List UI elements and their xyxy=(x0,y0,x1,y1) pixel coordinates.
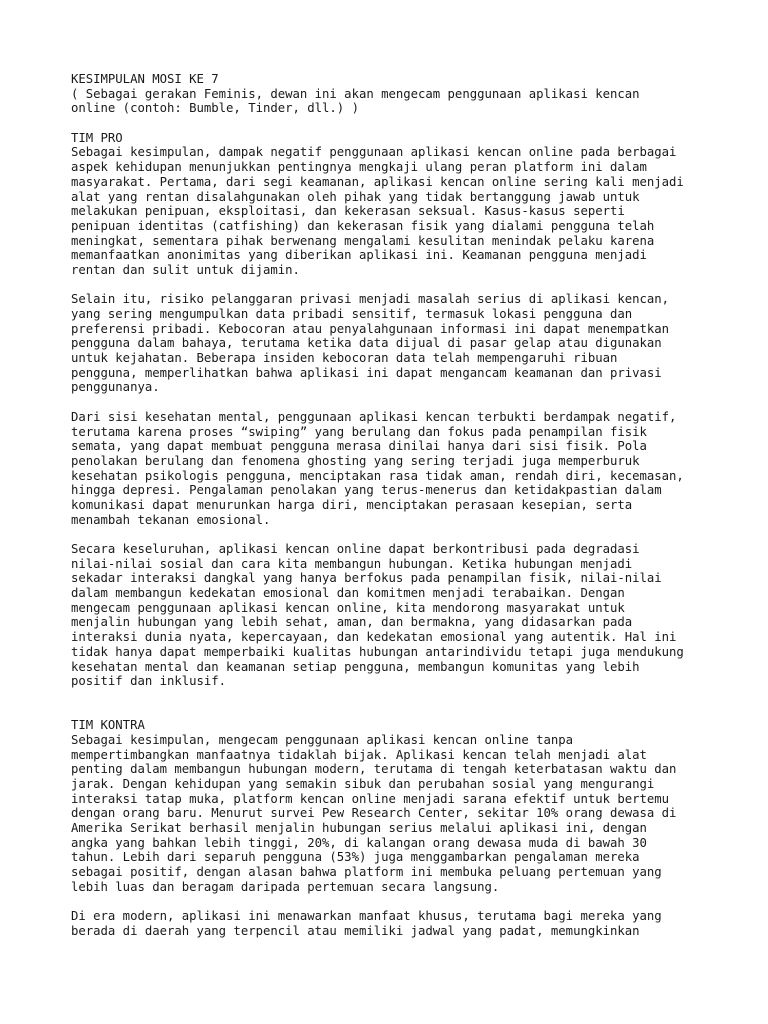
text-line: Di era modern, aplikasi ini menawarkan manfaat khusus, terutama bagi mereka yang xyxy=(71,909,662,924)
text-line: meningkat, sementara pihak berwenang mengalami kesulitan menindak pelaku karena xyxy=(71,233,655,248)
section-heading-pro: TIM PRO xyxy=(71,130,123,145)
text-line: komunikasi dapat menurunkan harga diri, menciptakan perasaan kesepian, serta xyxy=(71,497,633,512)
text-line: masyarakat. Pertama, dari segi keamanan, aplikasi kencan online sering kali menjadi xyxy=(71,174,684,189)
text-line: mengecam penggunaan aplikasi kencan online, kita mendorong masyarakat untuk xyxy=(71,600,625,615)
text-line: kesehatan mental dan keamanan setiap pengguna, membangun komunitas yang lebih xyxy=(71,659,640,674)
motion-text-line: ( Sebagai gerakan Feminis, dewan ini akan mengecam penggunaan aplikasi kencan xyxy=(71,86,640,101)
text-line: penipuan identitas (catfishing) dan kekerasan fisik yang dialami pengguna telah xyxy=(71,218,655,233)
text-line: dalam membangun kedekatan emosional dan komitmen menjadi terabaikan. Dengan xyxy=(71,586,625,601)
text-line: sebagai positif, dengan alasan bahwa platform ini membuka peluang pertemuan yang xyxy=(71,865,662,880)
text-line: penolakan berulang dan fenomena ghosting yang sering terjadi juga memperburuk xyxy=(71,453,640,468)
text-line: angka yang bahkan lebih tinggi, 20%, di kalangan orang dewasa muda di bawah 30 xyxy=(71,835,647,850)
text-line: lebih luas dan beragam daripada pertemuan secara langsung. xyxy=(71,879,500,894)
text-line: berada di daerah yang terpencil atau memiliki jadwal yang padat, memungkinkan xyxy=(71,923,640,938)
text-line: tidak hanya dapat memperbaiki kualitas hubungan antarindividu tetapi juga mendukung xyxy=(71,644,684,659)
text-line: jarak. Dengan kehidupan yang semakin sibuk dan perubahan sosial yang mengurangi xyxy=(71,777,655,792)
text-line: mempertimbangkan manfaatnya tidaklah bijak. Aplikasi kencan telah menjadi alat xyxy=(71,747,647,762)
text-line: rentan dan sulit untuk dijamin. xyxy=(71,262,300,277)
text-line: alat yang rentan disalahgunakan oleh pihak yang tidak bertanggung jawab untuk xyxy=(71,189,640,204)
text-line: pengguna, memperlihatkan bahwa aplikasi ini dapat mengancam keamanan dan privasi xyxy=(71,365,662,380)
text-line: preferensi pribadi. Kebocoran atau penyalahgunaan informasi ini dapat menempatkan xyxy=(71,321,670,336)
text-line: terutama karena proses “swiping” yang berulang dan fokus pada penampilan fisik xyxy=(71,424,647,439)
text-line: semata, yang dapat membuat pengguna merasa dinilai hanya dari sisi fisik. Pola xyxy=(71,439,647,454)
text-line: Secara keseluruhan, aplikasi kencan online dapat berkontribusi pada degradasi xyxy=(71,542,640,556)
text-line: positif dan inklusif. xyxy=(71,674,227,689)
text-line: interaksi tatap muka, platform kencan online menjadi sarana efektif untuk bertemu xyxy=(71,791,670,806)
text-line: interaksi dunia nyata, kepercayaan, dan kedekatan emosional yang autentik. Hal ini xyxy=(71,630,677,645)
pro-paragraph-4 xyxy=(71,542,711,689)
text-line: Selain itu, risiko pelanggaran privasi menjadi masalah serius di aplikasi kencan, xyxy=(71,292,670,307)
text-line: Amerika Serikat berhasil menjalin hubungan serius melalui aplikasi ini, dengan xyxy=(71,821,647,836)
text-line: pengguna dalam bahaya, terutama ketika data dijual di pasar gelap atau digunakan xyxy=(71,336,662,351)
text-line: hingga depresi. Pengalaman penolakan yang terus-menerus dan ketidakpastian dalam xyxy=(71,483,662,498)
pro-paragraph-3 xyxy=(71,410,711,528)
text-line: Sebagai kesimpulan, mengecam penggunaan aplikasi kencan online tanpa xyxy=(71,732,574,747)
text-line: sekadar interaksi dangkal yang hanya berfokus pada penampilan fisik, nilai-nilai xyxy=(71,571,662,586)
section-tim-pro xyxy=(71,131,711,689)
kontra-paragraph-1 xyxy=(71,733,711,895)
document-title: KESIMPULAN MOSI KE 7 xyxy=(71,72,219,86)
pro-paragraph-1 xyxy=(71,145,711,277)
text-line: Dari sisi kesehatan mental, penggunaan aplikasi kencan terbukti berdampak negatif, xyxy=(71,409,677,424)
text-line: memanfaatkan anonimitas yang diberikan aplikasi ini. Keamanan pengguna menjadi xyxy=(71,248,647,263)
text-line: menjalin hubungan yang lebih sehat, aman, dan bermakna, yang didasarkan pada xyxy=(71,615,633,630)
text-line: dengan orang baru. Menurut survei Pew Research Center, sekitar 10% orang dewasa di xyxy=(71,806,677,821)
text-line: yang sering mengumpulkan data pribadi sensitif, termasuk lokasi pengguna dan xyxy=(71,307,633,321)
document-title-block xyxy=(71,72,711,116)
kontra-paragraph-2 xyxy=(71,909,711,938)
document-page xyxy=(71,72,711,939)
text-line: penggunanya. xyxy=(71,380,160,395)
text-line: tahun. Lebih dari separuh pengguna (53%) juga menggambarkan pengalaman mereka xyxy=(71,850,640,865)
section-heading-kontra: TIM KONTRA xyxy=(71,718,145,733)
text-line: aspek kehidupan menunjukkan pentingnya mengkaji ulang peran platform ini dalam xyxy=(71,160,647,175)
text-line: nilai-nilai sosial dan cara kita membangun hubungan. Ketika hubungan menjadi xyxy=(71,556,633,571)
text-line: melakukan penipuan, eksploitasi, dan kekerasan seksual. Kasus-kasus seperti xyxy=(71,204,625,219)
text-line: Sebagai kesimpulan, dampak negatif penggunaan aplikasi kencan online pada berbagai xyxy=(71,145,677,160)
text-line: penting dalam membangun hubungan modern, terutama di tengah keterbatasan waktu dan xyxy=(71,762,677,777)
text-line: kesehatan psikologis pengguna, menciptakan rasa tidak aman, rendah diri, kecemasan, xyxy=(71,468,684,483)
text-line: untuk kejahatan. Beberapa insiden kebocoran data telah mempengaruhi ribuan xyxy=(71,351,618,366)
pro-paragraph-2 xyxy=(71,292,711,395)
motion-text-line: online (contoh: Bumble, Tinder, dll.) ) xyxy=(71,101,359,116)
text-line: menambah tekanan emosional. xyxy=(71,512,271,527)
section-tim-kontra xyxy=(71,718,711,938)
